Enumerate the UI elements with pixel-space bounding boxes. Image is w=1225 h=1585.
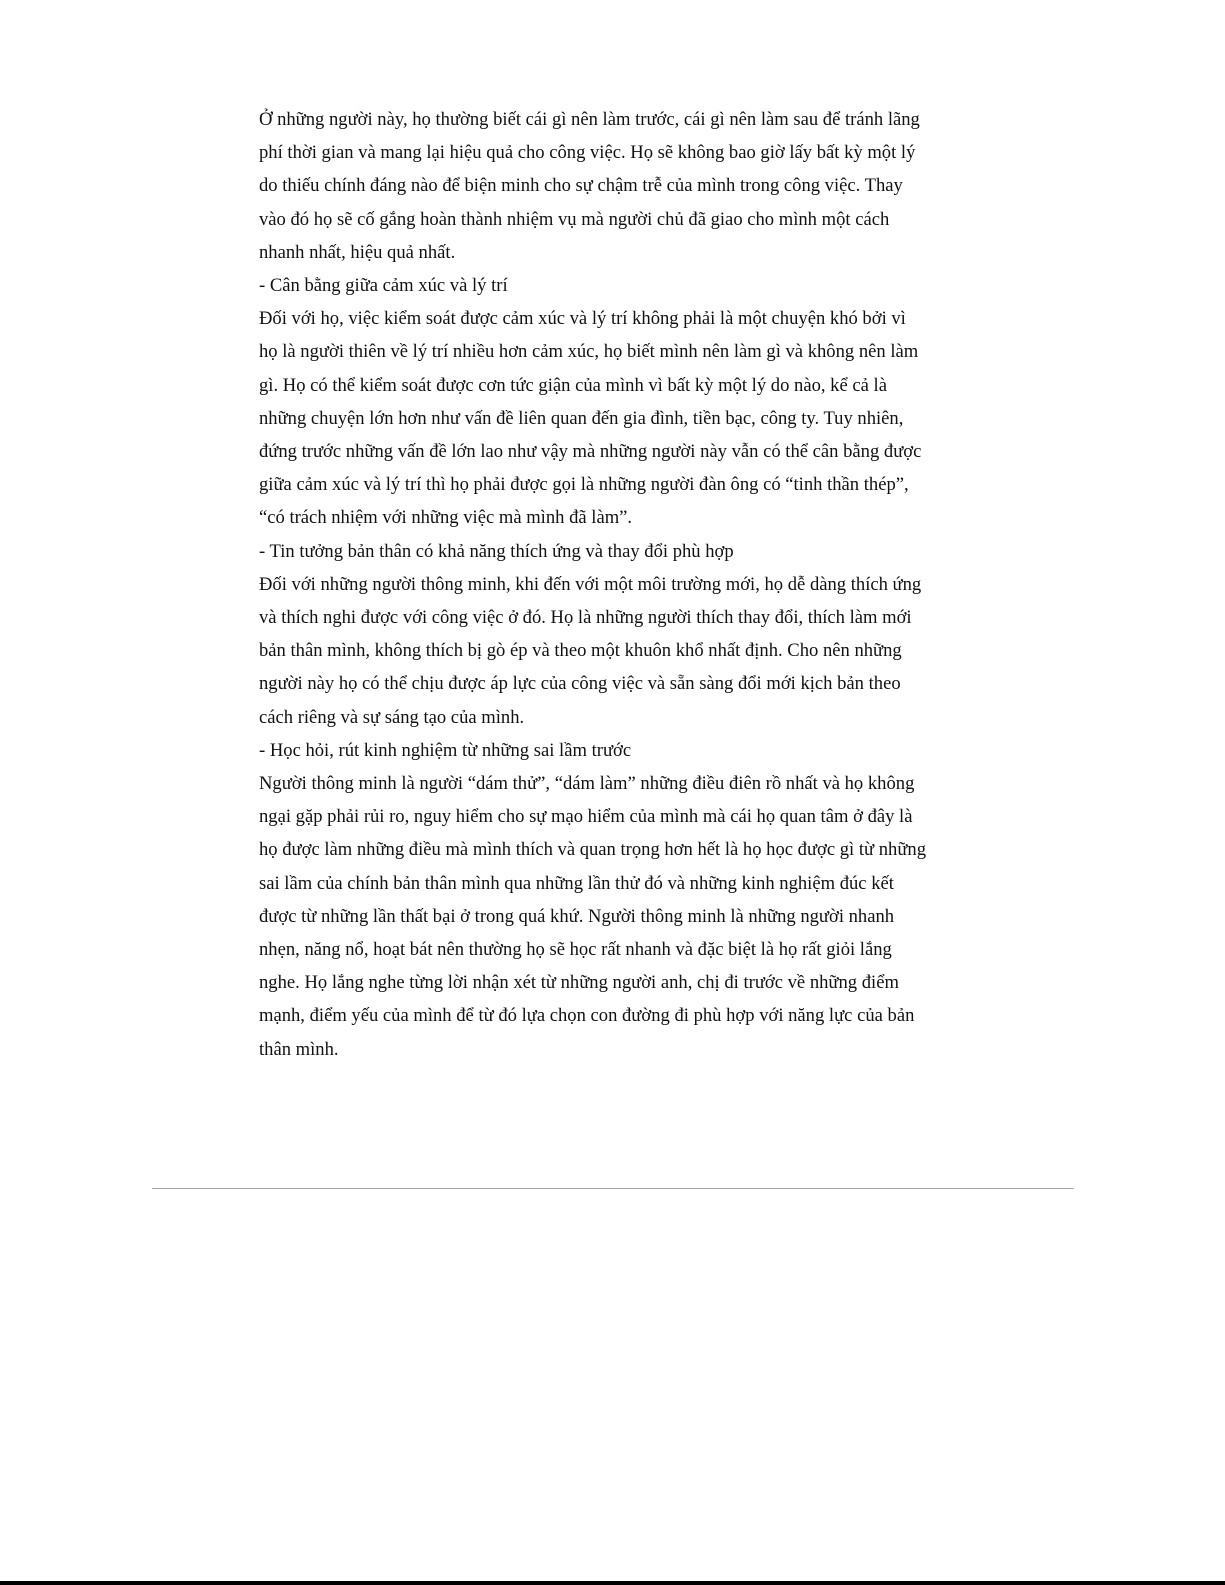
text-line: người này họ có thể chịu được áp lực của công việc và sẵn sàng đổi mới kịch bản theo <box>259 673 901 695</box>
text-line: Đối với họ, việc kiểm soát được cảm xúc và lý trí không phải là một chuyện khó bởi vì <box>259 308 906 330</box>
bottom-edge-bar <box>0 1581 1225 1585</box>
text-line: cách riêng và sự sáng tạo của mình. <box>259 706 525 728</box>
text-line: gì. Họ có thể kiểm soát được cơn tức giận của mình vì bất kỳ một lý do nào, kể cả là <box>259 374 887 396</box>
text-line: ngại gặp phải rủi ro, nguy hiểm cho sự mạo hiểm của mình mà cái họ quan tâm ở đây là <box>259 806 913 828</box>
text-line: Người thông minh là người “dám thử”, “dám làm” những điều điên rồ nhất và họ không <box>259 773 915 795</box>
text-line: và thích nghi được với công việc ở đó. Họ là những người thích thay đổi, thích làm mới <box>259 607 912 629</box>
text-line: do thiếu chính đáng nào để biện minh cho sự chậm trễ của mình trong công việc. Thay <box>259 175 903 197</box>
section-heading: - Học hỏi, rút kinh nghiệm từ những sai lầm trước <box>259 739 632 761</box>
text-line: vào đó họ sẽ cố gắng hoàn thành nhiệm vụ mà người chủ đã giao cho mình một cách <box>259 208 890 230</box>
text-line: được từ những lần thất bại ở trong quá khứ. Người thông minh là những người nhanh <box>259 905 895 927</box>
text-line: Đối với những người thông minh, khi đến với một môi trường mới, họ dễ dàng thích ứng <box>259 573 922 595</box>
text-line: những chuyện lớn hơn như vấn đề liên quan đến gia đình, tiền bạc, công ty. Tuy nhiên, <box>259 407 904 429</box>
text-line: nhẹn, năng nổ, hoạt bát nên thường họ sẽ học rất nhanh và đặc biệt là họ rất giỏi lắng <box>259 939 892 961</box>
text-line: họ là người thiên về lý trí nhiều hơn cảm xúc, họ biết mình nên làm gì và không nên làm <box>259 341 919 363</box>
text-line: bản thân mình, không thích bị gò ép và theo một khuôn khổ nhất định. Cho nên những <box>259 640 902 662</box>
text-line: Ở những người này, họ thường biết cái gì nên làm trước, cái gì nên làm sau để tránh lãng <box>259 109 920 130</box>
page-separator <box>152 1188 1074 1189</box>
document-body <box>259 103 964 1066</box>
text-line: đứng trước những vấn đề lớn lao như vậy mà những người này vẫn có thể cân bằng được <box>259 441 922 463</box>
text-line: nghe. Họ lắng nghe từng lời nhận xét từ những người anh, chị đi trước về những điểm <box>259 972 899 994</box>
text-line: sai lầm của chính bản thân mình qua những lần thử đó và những kinh nghiệm đúc kết <box>259 872 894 894</box>
section-heading: - Cân bằng giữa cảm xúc và lý trí <box>259 275 508 297</box>
text-line: thân mình. <box>259 1038 339 1060</box>
section-heading: - Tin tưởng bản thân có khả năng thích ứng và thay đổi phù hợp <box>259 540 734 562</box>
text-line: mạnh, điểm yếu của mình để từ đó lựa chọn con đường đi phù hợp với năng lực của bản <box>259 1005 915 1027</box>
text-line: họ được làm những điều mà mình thích và quan trọng hơn hết là họ học được gì từ những <box>259 839 927 861</box>
text-line: phí thời gian và mang lại hiệu quả cho công việc. Họ sẽ không bao giờ lấy bất kỳ một lý <box>259 142 916 164</box>
text-line: “có trách nhiệm với những việc mà mình đã làm”. <box>259 507 633 529</box>
text-line: nhanh nhất, hiệu quả nhất. <box>259 241 456 263</box>
text-line: giữa cảm xúc và lý trí thì họ phải được gọi là những người đàn ông có “tinh thần thép”, <box>259 474 909 496</box>
